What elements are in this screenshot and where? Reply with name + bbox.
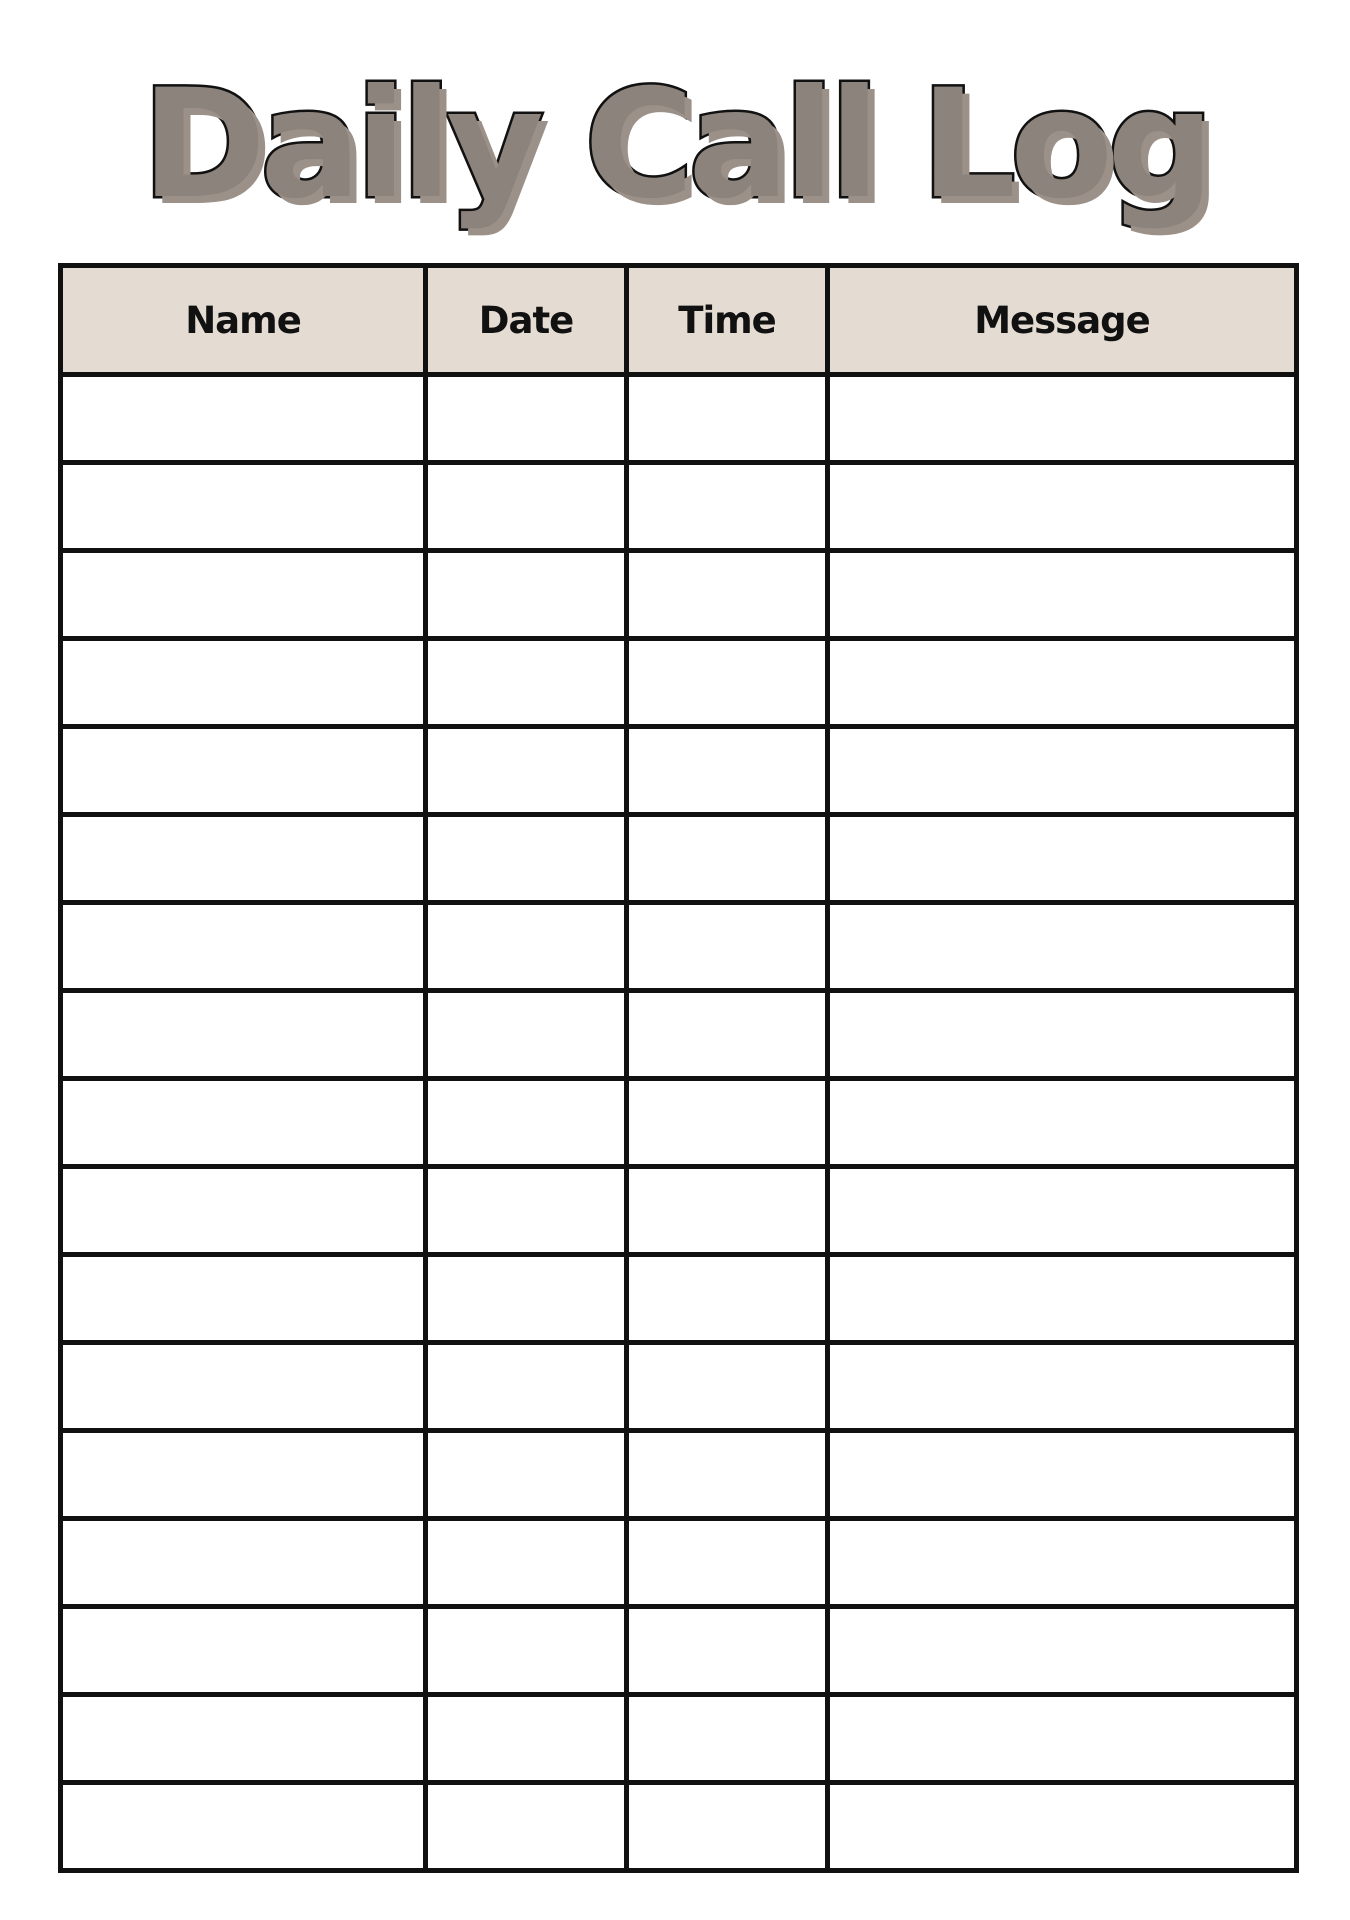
name-cell[interactable] — [61, 1607, 426, 1695]
column-header-date: Date — [426, 266, 627, 375]
table-row — [61, 1255, 1297, 1343]
name-cell[interactable] — [61, 1255, 426, 1343]
date-cell[interactable] — [426, 1343, 627, 1431]
table-row — [61, 1783, 1297, 1871]
message-cell[interactable] — [828, 1607, 1297, 1695]
name-cell[interactable] — [61, 463, 426, 551]
table-row — [61, 1079, 1297, 1167]
name-cell[interactable] — [61, 1079, 426, 1167]
date-cell[interactable] — [426, 639, 627, 727]
message-cell[interactable] — [828, 1519, 1297, 1607]
message-cell[interactable] — [828, 1167, 1297, 1255]
name-cell[interactable] — [61, 903, 426, 991]
table-row — [61, 1431, 1297, 1519]
table-body — [61, 375, 1297, 1871]
date-cell[interactable] — [426, 1783, 627, 1871]
message-cell[interactable] — [828, 1343, 1297, 1431]
date-cell[interactable] — [426, 727, 627, 815]
time-cell[interactable] — [627, 903, 828, 991]
time-cell[interactable] — [627, 375, 828, 463]
time-cell[interactable] — [627, 1695, 828, 1783]
time-cell[interactable] — [627, 463, 828, 551]
message-cell[interactable] — [828, 1255, 1297, 1343]
table-row — [61, 463, 1297, 551]
message-cell[interactable] — [828, 1783, 1297, 1871]
name-cell[interactable] — [61, 1695, 426, 1783]
column-header-message: Message — [828, 266, 1297, 375]
table-row — [61, 375, 1297, 463]
date-cell[interactable] — [426, 1079, 627, 1167]
date-cell[interactable] — [426, 463, 627, 551]
table-row — [61, 551, 1297, 639]
time-cell[interactable] — [627, 1431, 828, 1519]
time-cell[interactable] — [627, 1079, 828, 1167]
table-row — [61, 1167, 1297, 1255]
message-cell[interactable] — [828, 991, 1297, 1079]
time-cell[interactable] — [627, 1167, 828, 1255]
message-cell[interactable] — [828, 375, 1297, 463]
column-header-name: Name — [61, 266, 426, 375]
message-cell[interactable] — [828, 1695, 1297, 1783]
time-cell[interactable] — [627, 551, 828, 639]
table-row — [61, 815, 1297, 903]
message-cell[interactable] — [828, 551, 1297, 639]
message-cell[interactable] — [828, 1079, 1297, 1167]
time-cell[interactable] — [627, 815, 828, 903]
date-cell[interactable] — [426, 1167, 627, 1255]
name-cell[interactable] — [61, 1431, 426, 1519]
time-cell[interactable] — [627, 991, 828, 1079]
table-row — [61, 1343, 1297, 1431]
call-log-table — [58, 263, 1299, 1873]
table-row — [61, 639, 1297, 727]
time-cell[interactable] — [627, 727, 828, 815]
message-cell[interactable] — [828, 639, 1297, 727]
name-cell[interactable] — [61, 551, 426, 639]
table-row — [61, 727, 1297, 815]
message-cell[interactable] — [828, 463, 1297, 551]
table-header — [61, 266, 1297, 375]
message-cell[interactable] — [828, 903, 1297, 991]
date-cell[interactable] — [426, 1431, 627, 1519]
header-row — [61, 266, 1297, 375]
time-cell[interactable] — [627, 639, 828, 727]
table-row — [61, 1695, 1297, 1783]
message-cell[interactable] — [828, 1431, 1297, 1519]
date-cell[interactable] — [426, 375, 627, 463]
name-cell[interactable] — [61, 1167, 426, 1255]
table-row — [61, 991, 1297, 1079]
page-title: Daily Call Log — [141, 58, 1209, 232]
name-cell[interactable] — [61, 727, 426, 815]
table-row — [61, 903, 1297, 991]
column-header-time: Time — [627, 266, 828, 375]
name-cell[interactable] — [61, 639, 426, 727]
name-cell[interactable] — [61, 1519, 426, 1607]
date-cell[interactable] — [426, 903, 627, 991]
name-cell[interactable] — [61, 375, 426, 463]
date-cell[interactable] — [426, 1519, 627, 1607]
date-cell[interactable] — [426, 551, 627, 639]
date-cell[interactable] — [426, 1607, 627, 1695]
time-cell[interactable] — [627, 1783, 828, 1871]
time-cell[interactable] — [627, 1519, 828, 1607]
name-cell[interactable] — [61, 815, 426, 903]
time-cell[interactable] — [627, 1255, 828, 1343]
message-cell[interactable] — [828, 727, 1297, 815]
name-cell[interactable] — [61, 991, 426, 1079]
date-cell[interactable] — [426, 1255, 627, 1343]
date-cell[interactable] — [426, 991, 627, 1079]
message-cell[interactable] — [828, 815, 1297, 903]
time-cell[interactable] — [627, 1607, 828, 1695]
date-cell[interactable] — [426, 815, 627, 903]
time-cell[interactable] — [627, 1343, 828, 1431]
table-row — [61, 1607, 1297, 1695]
date-cell[interactable] — [426, 1695, 627, 1783]
table-row — [61, 1519, 1297, 1607]
name-cell[interactable] — [61, 1343, 426, 1431]
name-cell[interactable] — [61, 1783, 426, 1871]
